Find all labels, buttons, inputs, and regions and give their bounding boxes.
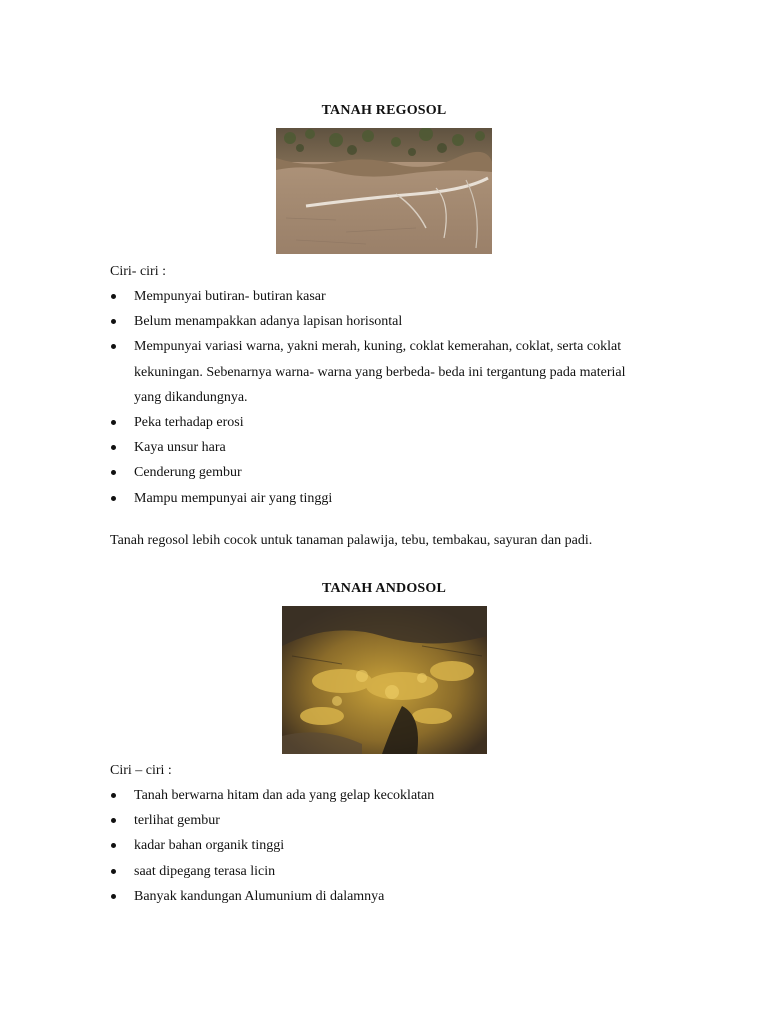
bullet-icon: [111, 869, 116, 874]
list-item-text: Peka terhadap erosi: [134, 415, 244, 431]
section-heading-regosol: TANAH REGOSOL: [321, 103, 447, 118]
andosol-characteristics-intro: Ciri – ciri :: [110, 763, 172, 778]
list-item: [110, 486, 654, 511]
bullet-icon: [111, 496, 116, 501]
bullet-icon: [111, 793, 116, 798]
bullet-icon: [111, 470, 116, 475]
bullet-icon: [111, 344, 116, 349]
list-item: [110, 884, 654, 909]
list-item: [110, 808, 654, 833]
list-item-text: Belum menampakkan adanya lapisan horisontal: [134, 314, 403, 330]
bullet-icon: [111, 894, 116, 899]
regosol-characteristics-list: [110, 284, 654, 511]
list-item: [110, 284, 654, 309]
list-item-text: Mempunyai variasi warna, yakni merah, kuning, coklat kemerahan, coklat, serta coklat kekuningan. Sebenarnya warna- warna yang berbeda- beda ini tergantung pada material yang dikandungnya.: [134, 339, 626, 405]
list-item: [110, 783, 654, 808]
bullet-icon: [111, 294, 116, 299]
list-item-text: Banyak kandungan Alumunium di dalamnya: [134, 888, 385, 904]
regosol-summary: Tanah regosol lebih cocok untuk tanaman palawija, tebu, tembakau, sayuran dan padi.: [110, 533, 593, 548]
list-item: [110, 435, 654, 460]
section-heading-andosol: TANAH ANDOSOL: [321, 581, 447, 596]
list-item: [110, 410, 654, 435]
bullet-icon: [111, 420, 116, 425]
list-item: [110, 460, 654, 485]
list-item-text: Mampu mempunyai air yang tinggi: [134, 490, 333, 506]
bullet-icon: [111, 319, 116, 324]
regosol-photo-drawing: [276, 128, 492, 254]
bullet-icon: [111, 818, 116, 823]
regosol-soil-photo: [276, 128, 492, 254]
list-item: [110, 859, 654, 884]
andosol-photo-drawing: [282, 606, 487, 754]
list-item-text: terlihat gembur: [134, 813, 220, 829]
bullet-icon: [111, 843, 116, 848]
list-item-text: kadar bahan organik tinggi: [134, 838, 285, 854]
list-item: [110, 833, 654, 858]
list-item: [110, 309, 654, 334]
andosol-soil-photo: [282, 606, 487, 754]
list-item-text: Tanah berwarna hitam dan ada yang gelap kecoklatan: [134, 788, 435, 803]
list-item: [110, 334, 654, 410]
list-item-text: Mempunyai butiran- butiran kasar: [134, 289, 326, 304]
andosol-characteristics-list: [110, 783, 654, 909]
regosol-characteristics-intro: Ciri- ciri :: [110, 264, 166, 279]
list-item-text: Kaya unsur hara: [134, 440, 226, 456]
bullet-icon: [111, 445, 116, 450]
list-item-text: saat dipegang terasa licin: [134, 863, 276, 879]
list-item-text: Cenderung gembur: [134, 465, 242, 481]
